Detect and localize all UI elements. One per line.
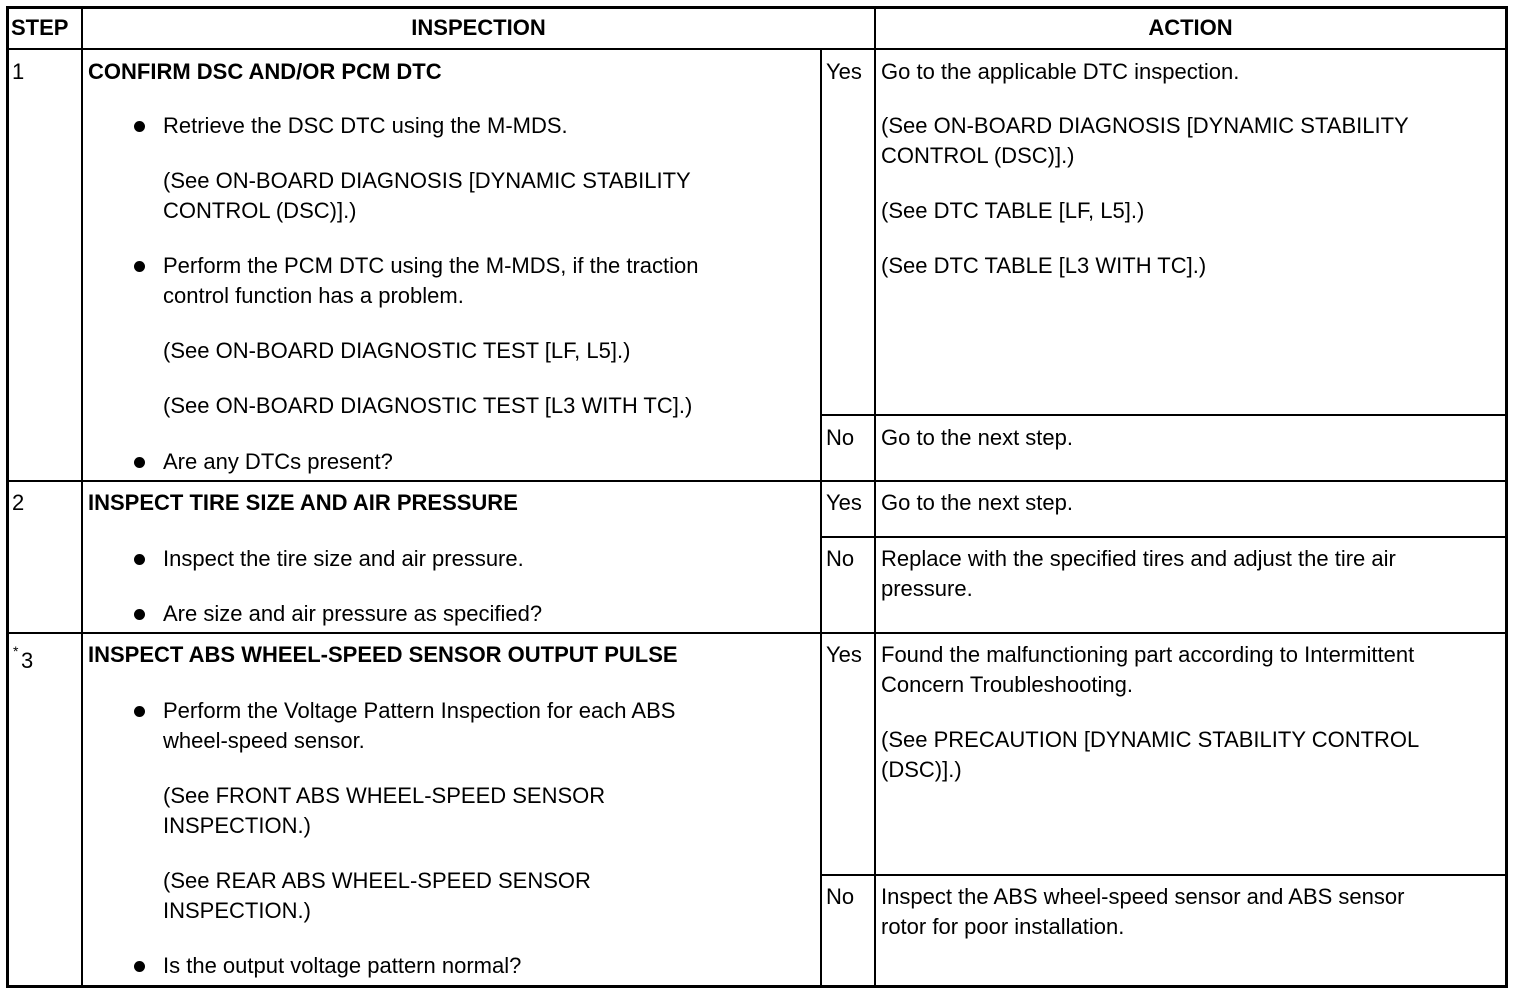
column-divider	[81, 6, 83, 988]
inspection-line: Retrieve the DSC DTC using the M-MDS.	[163, 113, 568, 138]
action-line: Concern Troubleshooting.	[881, 672, 1133, 697]
action-line: Found the malfunctioning part according to Intermittent	[881, 642, 1415, 667]
action-line: (DSC)].)	[881, 757, 962, 782]
yes-no-divider	[820, 414, 1508, 416]
bullet-icon	[134, 609, 145, 620]
yes-label: Yes	[826, 490, 862, 515]
step-number: 3	[21, 648, 34, 673]
row-divider	[6, 632, 1508, 634]
action-line: Go to the next step.	[881, 425, 1074, 450]
bullet-icon	[134, 706, 145, 717]
step-title: INSPECT TIRE SIZE AND AIR PRESSURE	[88, 490, 518, 515]
table-border-right	[1505, 6, 1508, 988]
step-title: INSPECT ABS WHEEL-SPEED SENSOR OUTPUT PULSE	[88, 642, 678, 667]
header-inspection: INSPECTION	[411, 15, 546, 40]
action-line: rotor for poor installation.	[881, 914, 1125, 939]
action-line: Inspect the ABS wheel-speed sensor and ABS sensor	[881, 884, 1405, 909]
action-line: pressure.	[881, 576, 973, 601]
inspection-line: (See REAR ABS WHEEL-SPEED SENSOR	[163, 868, 591, 893]
yes-label: Yes	[826, 642, 862, 667]
step-number: 1	[12, 59, 25, 84]
no-label: No	[826, 546, 855, 571]
step-title: CONFIRM DSC AND/OR PCM DTC	[88, 59, 442, 84]
action-line: CONTROL (DSC)].)	[881, 143, 1075, 168]
inspection-line: INSPECTION.)	[163, 898, 311, 923]
column-divider	[820, 48, 822, 988]
no-label: No	[826, 425, 855, 450]
inspection-line: Are any DTCs present?	[163, 449, 393, 474]
header-divider	[6, 48, 1508, 50]
table-border-top	[6, 6, 1508, 9]
inspection-line: Are size and air pressure as specified?	[163, 601, 543, 626]
inspection-line: Perform the Voltage Pattern Inspection for each ABS	[163, 698, 676, 723]
column-divider	[874, 6, 876, 988]
troubleshooting-table	[6, 6, 1508, 988]
inspection-line: Inspect the tire size and air pressure.	[163, 546, 524, 571]
bullet-icon	[134, 554, 145, 565]
table-border-bottom	[6, 985, 1508, 988]
action-line: Go to the applicable DTC inspection.	[881, 59, 1240, 84]
step-number: 2	[12, 490, 25, 515]
yes-label: Yes	[826, 59, 862, 84]
yes-no-divider	[820, 874, 1508, 876]
action-line: (See PRECAUTION [DYNAMIC STABILITY CONTROL	[881, 727, 1420, 752]
action-line: Go to the next step.	[881, 490, 1074, 515]
bullet-icon	[134, 121, 145, 132]
bullet-icon	[134, 261, 145, 272]
row-divider	[6, 480, 1508, 482]
inspection-line: Perform the PCM DTC using the M-MDS, if the traction	[163, 253, 699, 278]
step-footnote-mark: *	[13, 643, 19, 659]
action-line: (See DTC TABLE [LF, L5].)	[881, 198, 1145, 223]
bullet-icon	[134, 457, 145, 468]
inspection-line: CONTROL (DSC)].)	[163, 198, 357, 223]
no-label: No	[826, 884, 855, 909]
action-line: Replace with the specified tires and adjust the tire air	[881, 546, 1396, 571]
inspection-line: Is the output voltage pattern normal?	[163, 953, 522, 978]
header-step: STEP	[11, 15, 69, 40]
inspection-line: (See ON-BOARD DIAGNOSTIC TEST [L3 WITH TC].)	[163, 393, 693, 418]
inspection-line: (See ON-BOARD DIAGNOSTIC TEST [LF, L5].)	[163, 338, 631, 363]
inspection-line: (See FRONT ABS WHEEL-SPEED SENSOR	[163, 783, 606, 808]
inspection-line: (See ON-BOARD DIAGNOSIS [DYNAMIC STABILITY	[163, 168, 691, 193]
yes-no-divider	[820, 536, 1508, 538]
inspection-line: control function has a problem.	[163, 283, 464, 308]
header-action: ACTION	[1148, 15, 1233, 40]
table-border-left	[6, 6, 9, 988]
inspection-line: wheel-speed sensor.	[163, 728, 365, 753]
inspection-line: INSPECTION.)	[163, 813, 311, 838]
bullet-icon	[134, 961, 145, 972]
action-line: (See ON-BOARD DIAGNOSIS [DYNAMIC STABILITY	[881, 113, 1409, 138]
action-line: (See DTC TABLE [L3 WITH TC].)	[881, 253, 1207, 278]
